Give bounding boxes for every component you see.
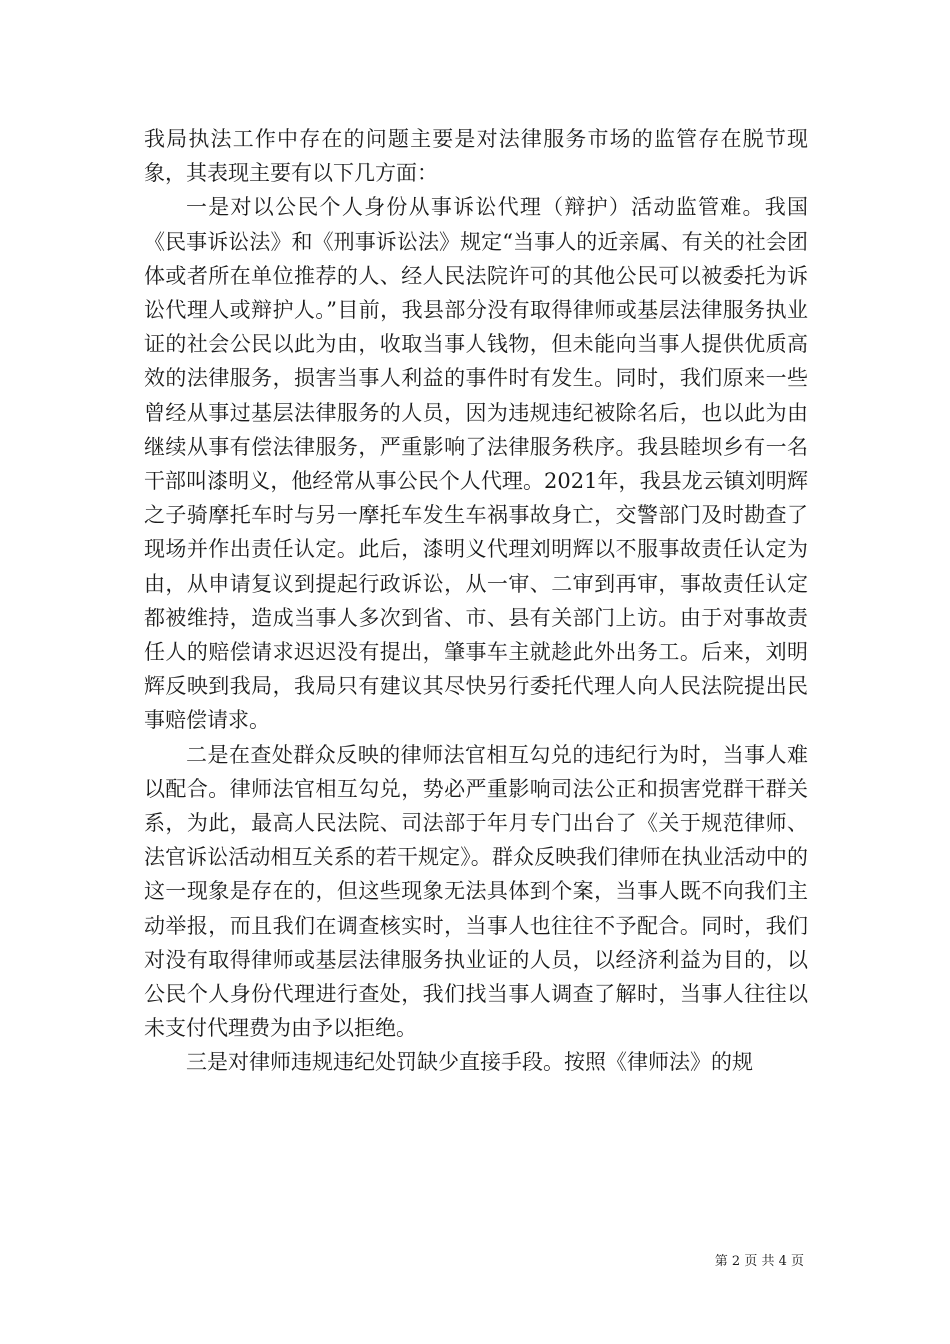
paragraph-point-two: 二是在查处群众反映的律师法官相互勾兑的违纪行为时，当事人难以配合。律师法官相互勾兑，势必严重影响司法公正和损害党群干群关系，为此，最高人民法院、司法部于年月专门出台了《关于规范律师、法官诉讼活动相互关系的若干规定》。群众反映我们律师在执业活动中的这一现象是存在的，但这些现象无法具体到个案，当事人既不向我们主动举报，而且我们在调查核实时，当事人也往往不予配合。同时，我们对没有取得律师或基层法律服务执业证的人员，以经济利益为目的，以公民个人身份代理进行查处，我们找当事人调查了解时，当事人往往以未支付代理费为由予以拒绝。 bbox=[144, 742, 808, 1041]
paragraph-point-three: 三是对律师违规违纪处罚缺少直接手段。按照《律师法》的规 bbox=[186, 1050, 753, 1075]
body-text bbox=[144, 122, 808, 1080]
paragraph-intro: 我局执法工作中存在的问题主要是对法律服务市场的监管存在脱节现象，其表现主要有以下几方面： bbox=[144, 127, 808, 186]
page-number-footer: 第 2 页 共 4 页 bbox=[714, 1254, 804, 1269]
paragraph-point-one: 一是对以公民个人身份从事诉讼代理（辩护）活动监管难。我国《民事诉讼法》和《刑事诉讼法》规定“当事人的近亲属、有关的社会团体或者所在单位推荐的人、经人民法院许可的其他公民可以被委托为诉讼代理人或辩护人。”目前，我县部分没有取得律师或基层法律服务执业证的社会公民以此为由，收取当事人钱物，但未能向当事人提供优质高效的法律服务，损害当事人利益的事件时有发生。同时，我们原来一些曾经从事过基层法律服务的人员，因为违规违纪被除名后，也以此为由继续从事有偿法律服务，严重影响了法律服务秩序。我县睦坝乡有一名干部叫漆明义，他经常从事公民个人代理。2021年，我县龙云镇刘明辉之子骑摩托车时与另一摩托车发生车祸事故身亡，交警部门及时勘查了现场并作出责任认定。此后，漆明义代理刘明辉以不服事故责任认定为由，从申请复议到提起行政诉讼，从一审、二审到再审，事故责任认定都被维持，造成当事人多次到省、市、县有关部门上访。由于对事故责任人的赔偿请求迟迟没有提出，肇事车主就趁此外出务工。后来，刘明辉反映到我局，我局只有建议其尽快另行委托代理人向人民法院提出民事赔偿请求。 bbox=[144, 195, 808, 733]
